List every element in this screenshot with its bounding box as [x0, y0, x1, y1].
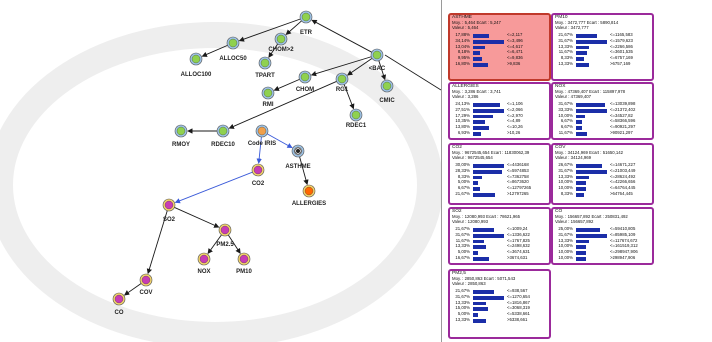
card-stats: Moy. : 156657,892 Ecart : 250831,492: [555, 214, 628, 219]
background-arc: [0, 35, 430, 335]
row-threshold: <=1,106: [507, 101, 523, 106]
row-bar: [576, 132, 587, 136]
card-stats: Moy. : 9672545,654 Ecart : 11830062,39: [452, 150, 530, 155]
row-bar: [473, 240, 484, 244]
card-distribution: [452, 33, 547, 68]
row-bar: [576, 228, 600, 232]
node-label: RDEC1: [345, 123, 367, 129]
card-title: ALLERGIES: [452, 84, 479, 89]
row-bar: [576, 176, 589, 180]
row-percent: 8,33%: [457, 173, 470, 179]
edge-co2-so2: [176, 172, 253, 202]
row-percent: 31,67%: [455, 293, 470, 299]
node-label: PM10: [236, 269, 252, 275]
row-threshold: <=1165,583: [610, 32, 633, 37]
row-threshold: <=938,567: [507, 288, 528, 293]
row-threshold: <=14671,227: [610, 162, 636, 167]
row-threshold: <=298947,906: [610, 249, 638, 255]
row-threshold: <=12797265: [507, 185, 532, 191]
row-percent: 26,67%: [558, 162, 573, 167]
row-threshold: <=10,26: [507, 124, 523, 130]
row-bar: [576, 109, 607, 113]
row-bar: [576, 181, 586, 185]
row-threshold: <=4,89: [507, 118, 521, 124]
row-percent: 31,67%: [455, 231, 470, 237]
row-bar: [473, 109, 504, 113]
node-core-icon: [192, 55, 200, 63]
node-core-icon: [383, 82, 391, 90]
row-percent: 5,00%: [457, 179, 470, 185]
distribution-row: [452, 256, 547, 262]
node-label: CO: [114, 310, 124, 316]
row-percent: 10,00%: [558, 243, 573, 249]
node-label: Code IRIS: [247, 141, 277, 147]
card-stats: Moy. : 47369,407 Ecart : 115897,978: [555, 89, 626, 94]
row-bar: [576, 164, 602, 168]
node-core-icon: [305, 187, 313, 195]
row-bar: [473, 296, 504, 300]
row-threshold: <=21372,402: [610, 106, 636, 112]
row-percent: 34,14%: [455, 37, 470, 43]
row-percent: 13,33%: [455, 243, 470, 249]
row-bar: [473, 170, 502, 174]
node-label: ALLERGIES: [291, 201, 327, 207]
node-core-icon: [177, 127, 185, 135]
card-value: Valeur : 34124,969: [555, 155, 591, 160]
row-threshold: <=3674,631: [507, 249, 530, 255]
row-percent: 33,33%: [558, 106, 573, 112]
row-bar: [473, 103, 500, 107]
node-label: ETR: [300, 30, 312, 36]
card-value: Valeur : 2850,863: [452, 281, 486, 286]
node-label: CMIC: [379, 98, 395, 104]
row-threshold: <=21003,449: [610, 167, 636, 173]
row-threshold: <=3,496: [507, 37, 523, 43]
node-label: SO2: [162, 217, 176, 223]
node-label: <BAC: [368, 66, 386, 72]
row-percent: 11,67%: [558, 129, 573, 135]
card-value: Valeur : 3,286: [452, 94, 479, 99]
row-percent: 9,95%: [457, 55, 470, 61]
row-threshold: <=28624,492: [610, 173, 636, 179]
row-bar: [473, 234, 504, 238]
row-bar: [473, 290, 494, 294]
distribution-row: [452, 131, 547, 137]
row-bar: [473, 57, 482, 61]
row-bar: [473, 228, 494, 232]
node-rdec10[interactable]: [211, 125, 235, 148]
monitor-card-co[interactable]: [551, 207, 654, 265]
row-percent: 16,80%: [455, 60, 470, 66]
row-percent: 17,88%: [455, 32, 470, 37]
row-bar: [473, 115, 493, 119]
row-percent: 8,33%: [560, 55, 573, 61]
row-percent: 24,13%: [455, 101, 470, 106]
row-threshold: >10,26: [507, 129, 521, 135]
row-percent: 10,00%: [558, 249, 573, 255]
distribution-row: [452, 192, 547, 198]
node-core-icon: [338, 75, 346, 83]
monitor-card-asthme[interactable]: [448, 13, 551, 81]
row-bar: [576, 245, 586, 249]
row-threshold: <=7362758: [507, 173, 529, 179]
row-threshold: <=9,836: [507, 55, 523, 61]
row-bar: [473, 193, 495, 197]
row-percent: 27,51%: [455, 106, 470, 112]
row-percent: 21,67%: [558, 32, 573, 37]
row-percent: 6,67%: [560, 124, 573, 130]
node-label: CHOM: [295, 87, 315, 93]
row-threshold: <=2,066: [507, 106, 523, 112]
node-bac[interactable]: [369, 49, 386, 72]
row-percent: 6,67%: [560, 118, 573, 124]
row-bar: [576, 193, 584, 197]
row-threshold: <=5974853: [507, 167, 529, 173]
monitor-panel: [441, 0, 712, 342]
row-percent: 15,00%: [455, 305, 470, 311]
monitor-card-nox[interactable]: [551, 82, 654, 140]
card-stats: Moy. : 3472,777 Ecart : 5890,814: [555, 20, 619, 25]
row-bar: [576, 63, 589, 67]
monitor-card-so2[interactable]: [448, 207, 551, 265]
row-bar: [576, 40, 607, 44]
row-percent: 5,00%: [457, 311, 470, 317]
row-bar: [576, 115, 585, 119]
node-so2[interactable]: [163, 199, 176, 223]
row-threshold: >298947,906: [610, 254, 636, 260]
row-bar: [576, 120, 582, 124]
monitor-card-pm25[interactable]: [448, 269, 551, 339]
row-percent: 21,67%: [455, 226, 470, 231]
card-title: CO2: [452, 145, 462, 150]
row-percent: 13,33%: [455, 316, 470, 322]
row-bar: [473, 164, 504, 168]
card-distribution: [555, 102, 650, 137]
card-distribution: [555, 33, 650, 68]
edge-asthme-allergies: [300, 157, 308, 184]
row-threshold: <=1767,825: [507, 237, 530, 243]
node-tpart[interactable]: [255, 57, 275, 79]
node-label: COV: [139, 290, 153, 296]
row-threshold: <=4436168: [507, 162, 529, 167]
node-label: ALLOC100: [180, 72, 212, 78]
row-threshold: <=85985,109: [610, 231, 636, 237]
row-percent: 13,04%: [455, 43, 470, 49]
distribution-row: [555, 256, 650, 262]
node-core-icon: [373, 51, 381, 59]
row-percent: 13,33%: [558, 60, 573, 66]
node-pm25[interactable]: [216, 224, 234, 248]
card-value: Valeur : 3472,777: [555, 25, 589, 30]
node-core-icon: [240, 255, 248, 263]
row-percent: 8,18%: [457, 49, 470, 55]
row-threshold: <=4,617: [507, 43, 523, 49]
row-percent: 13,33%: [558, 173, 573, 179]
row-threshold: <=2,970: [507, 112, 523, 118]
row-bar: [473, 126, 489, 130]
row-bar: [473, 313, 478, 317]
node-label: ALLOC50: [219, 56, 247, 62]
node-co2[interactable]: [252, 164, 265, 187]
row-threshold: <=1336,622: [507, 231, 530, 237]
row-bar: [473, 319, 486, 323]
card-stats: Moy. : 34124,969 Ecart : 51650,142: [555, 150, 624, 155]
card-distribution: [452, 227, 547, 262]
card-value: Valeur : 12080,993: [452, 219, 488, 224]
row-percent: 31,67%: [558, 101, 573, 106]
node-cov[interactable]: [139, 274, 152, 296]
node-core-icon: [142, 276, 150, 284]
row-bar: [473, 34, 489, 38]
node-etr[interactable]: [300, 11, 313, 36]
distribution-row: [452, 62, 547, 68]
target-bullseye-icon: [296, 149, 300, 153]
card-distribution: [555, 227, 650, 262]
row-percent: 13,33%: [455, 299, 470, 305]
row-threshold: <=13039,898: [610, 101, 636, 106]
node-label: PM2.5: [216, 242, 234, 248]
card-distribution: [452, 163, 547, 198]
row-bar: [473, 120, 485, 124]
card-stats: Moy. : 5,464 Ecart : 5,247: [452, 20, 501, 25]
row-bar: [473, 245, 486, 249]
distribution-row: [555, 192, 650, 198]
row-percent: 28,33%: [455, 167, 470, 173]
node-pm10[interactable]: [236, 253, 252, 275]
row-threshold: <=1816,867: [507, 299, 530, 305]
card-title: SO2: [452, 209, 462, 214]
row-bar: [576, 57, 584, 61]
edge-so2-pm25: [174, 207, 218, 227]
row-threshold: <=42266,656: [610, 179, 636, 185]
row-bar: [473, 132, 481, 136]
node-label: RG1: [335, 87, 349, 93]
card-title: CO: [555, 209, 563, 214]
card-title: PM2,5: [452, 271, 466, 276]
row-percent: 10,35%: [455, 118, 470, 124]
row-bar: [473, 63, 488, 67]
node-core-icon: [258, 127, 266, 135]
row-percent: 11,67%: [455, 237, 470, 243]
card-value: Valeur : 47369,407: [555, 94, 591, 99]
row-percent: 31,67%: [558, 37, 573, 43]
row-percent: 30,00%: [455, 162, 470, 167]
monitor-card-co2[interactable]: [448, 143, 551, 205]
row-threshold: <=3068,319: [507, 305, 530, 311]
node-core-icon: [277, 35, 285, 43]
card-distribution: [452, 289, 547, 324]
node-core-icon: [254, 166, 262, 174]
row-threshold: <=2266,586: [610, 43, 633, 49]
row-percent: 16,67%: [455, 254, 470, 260]
card-stats: Moy. : 2850,863 Ecart : 5071,543: [452, 276, 516, 281]
distribution-row: [555, 131, 650, 137]
card-stats: Moy. : 3,286 Ecart : 3,741: [452, 89, 501, 94]
row-threshold: <=34527,82: [610, 112, 633, 118]
row-bar: [473, 307, 488, 311]
node-label: ASTHME: [285, 164, 311, 170]
row-percent: 31,67%: [558, 231, 573, 237]
row-threshold: <=1579,623: [610, 37, 633, 43]
row-percent: 21,67%: [455, 288, 470, 293]
row-percent: 10,00%: [558, 254, 573, 260]
row-bar: [473, 46, 485, 50]
node-rg1[interactable]: [336, 73, 349, 93]
row-bar: [576, 170, 607, 174]
node-rmi[interactable]: [262, 87, 274, 108]
card-stats: Moy. : 12080,993 Ecart : 78621,965: [452, 214, 521, 219]
row-bar: [473, 257, 489, 261]
node-core-icon: [200, 255, 208, 263]
row-threshold: <=8673620: [507, 179, 529, 185]
node-nox[interactable]: [197, 253, 210, 275]
node-core-icon: [302, 13, 310, 21]
card-value: Valeur : 9672545,654: [452, 155, 493, 160]
row-bar: [576, 103, 605, 107]
row-threshold: >64764,445: [610, 190, 633, 196]
row-threshold: <=64764,445: [610, 185, 636, 191]
node-core-icon: [165, 201, 173, 209]
row-threshold: <=6757,169: [610, 55, 633, 61]
card-title: ASTHME: [452, 15, 472, 20]
node-core-icon: [261, 59, 269, 67]
card-value: Valeur : 5,464: [452, 25, 479, 30]
row-threshold: >90921,297: [610, 129, 633, 135]
row-bar: [473, 181, 478, 185]
row-threshold: <=3601,535: [610, 49, 633, 55]
node-allergies[interactable]: [292, 185, 326, 207]
row-bar: [576, 51, 587, 55]
monitor-card-cov[interactable]: [551, 143, 654, 205]
card-title: COV: [555, 145, 566, 150]
node-label: CHOM>2: [268, 47, 294, 53]
row-percent: 25,00%: [558, 226, 573, 231]
row-threshold: <=58366,596: [610, 118, 636, 124]
row-bar: [576, 251, 586, 255]
node-label: CO2: [251, 181, 265, 187]
row-bar: [576, 234, 607, 238]
row-bar: [576, 126, 582, 130]
row-percent: 6,93%: [457, 129, 470, 135]
node-core-icon: [229, 39, 237, 47]
row-threshold: >6757,169: [610, 60, 631, 66]
row-threshold: <=6,471: [507, 49, 523, 55]
node-label: RMOY: [172, 142, 190, 148]
card-value: Valeur : 156657,892: [555, 219, 594, 224]
row-percent: 5,00%: [457, 249, 470, 255]
node-label: RMI: [262, 102, 274, 108]
row-bar: [473, 51, 480, 55]
card-title: NOX: [555, 84, 566, 89]
row-percent: 10,00%: [558, 185, 573, 191]
node-core-icon: [352, 111, 360, 119]
card-distribution: [452, 102, 547, 137]
distribution-row: [555, 62, 650, 68]
row-threshold: <=1270,654: [507, 293, 530, 299]
row-percent: 13,80%: [455, 124, 470, 130]
node-rmoy[interactable]: [172, 125, 190, 148]
edge-rg1-rdec10: [229, 81, 336, 128]
row-bar: [473, 176, 482, 180]
node-label: NOX: [197, 269, 211, 275]
distribution-row: [452, 318, 547, 324]
row-threshold: <=117674,672: [610, 237, 638, 243]
row-percent: 13,33%: [558, 43, 573, 49]
node-core-icon: [264, 89, 272, 97]
row-percent: 13,33%: [558, 237, 573, 243]
row-bar: [473, 302, 486, 306]
node-rdec1[interactable]: [346, 109, 367, 129]
row-percent: 21,67%: [455, 190, 470, 196]
row-bar: [473, 251, 478, 255]
monitor-card-pm10[interactable]: [551, 13, 654, 81]
row-percent: 31,67%: [558, 167, 573, 173]
row-threshold: <=90921,297: [610, 124, 636, 130]
row-percent: 17,29%: [455, 112, 470, 118]
row-bar: [576, 46, 589, 50]
node-alloc100[interactable]: [181, 53, 212, 78]
node-core-icon: [115, 295, 123, 303]
node-core-icon: [301, 73, 309, 81]
row-percent: 6,67%: [457, 185, 470, 191]
row-threshold: <=1009,24: [507, 226, 528, 231]
row-bar: [473, 40, 504, 44]
node-core-icon: [219, 127, 227, 135]
row-threshold: >12797265: [507, 190, 529, 196]
row-percent: 8,33%: [560, 190, 573, 196]
row-threshold: >9,836: [507, 60, 521, 66]
row-percent: 11,67%: [558, 49, 573, 55]
row-bar: [576, 257, 586, 261]
row-bar: [576, 34, 597, 38]
node-core-icon: [221, 226, 229, 234]
row-threshold: <=5338,661: [507, 311, 530, 317]
row-percent: 10,00%: [558, 112, 573, 118]
row-threshold: <=161519,312: [610, 243, 638, 249]
row-percent: 10,00%: [558, 179, 573, 185]
row-threshold: >5338,661: [507, 316, 528, 322]
node-asthme[interactable]: [285, 145, 310, 170]
row-threshold: <=2,117: [507, 32, 523, 37]
monitor-card-allergies[interactable]: [448, 82, 551, 140]
card-title: PM10: [555, 15, 568, 20]
row-bar: [576, 187, 586, 191]
row-bar: [576, 240, 589, 244]
node-label: TPART: [255, 73, 275, 79]
node-label: RDEC10: [211, 142, 235, 148]
row-threshold: <=2498,632: [507, 243, 530, 249]
row-bar: [473, 187, 480, 191]
card-distribution: [555, 163, 650, 198]
node-chom[interactable]: [296, 71, 314, 93]
row-threshold: >3674,631: [507, 254, 528, 260]
row-threshold: <=59410,805: [610, 226, 636, 231]
